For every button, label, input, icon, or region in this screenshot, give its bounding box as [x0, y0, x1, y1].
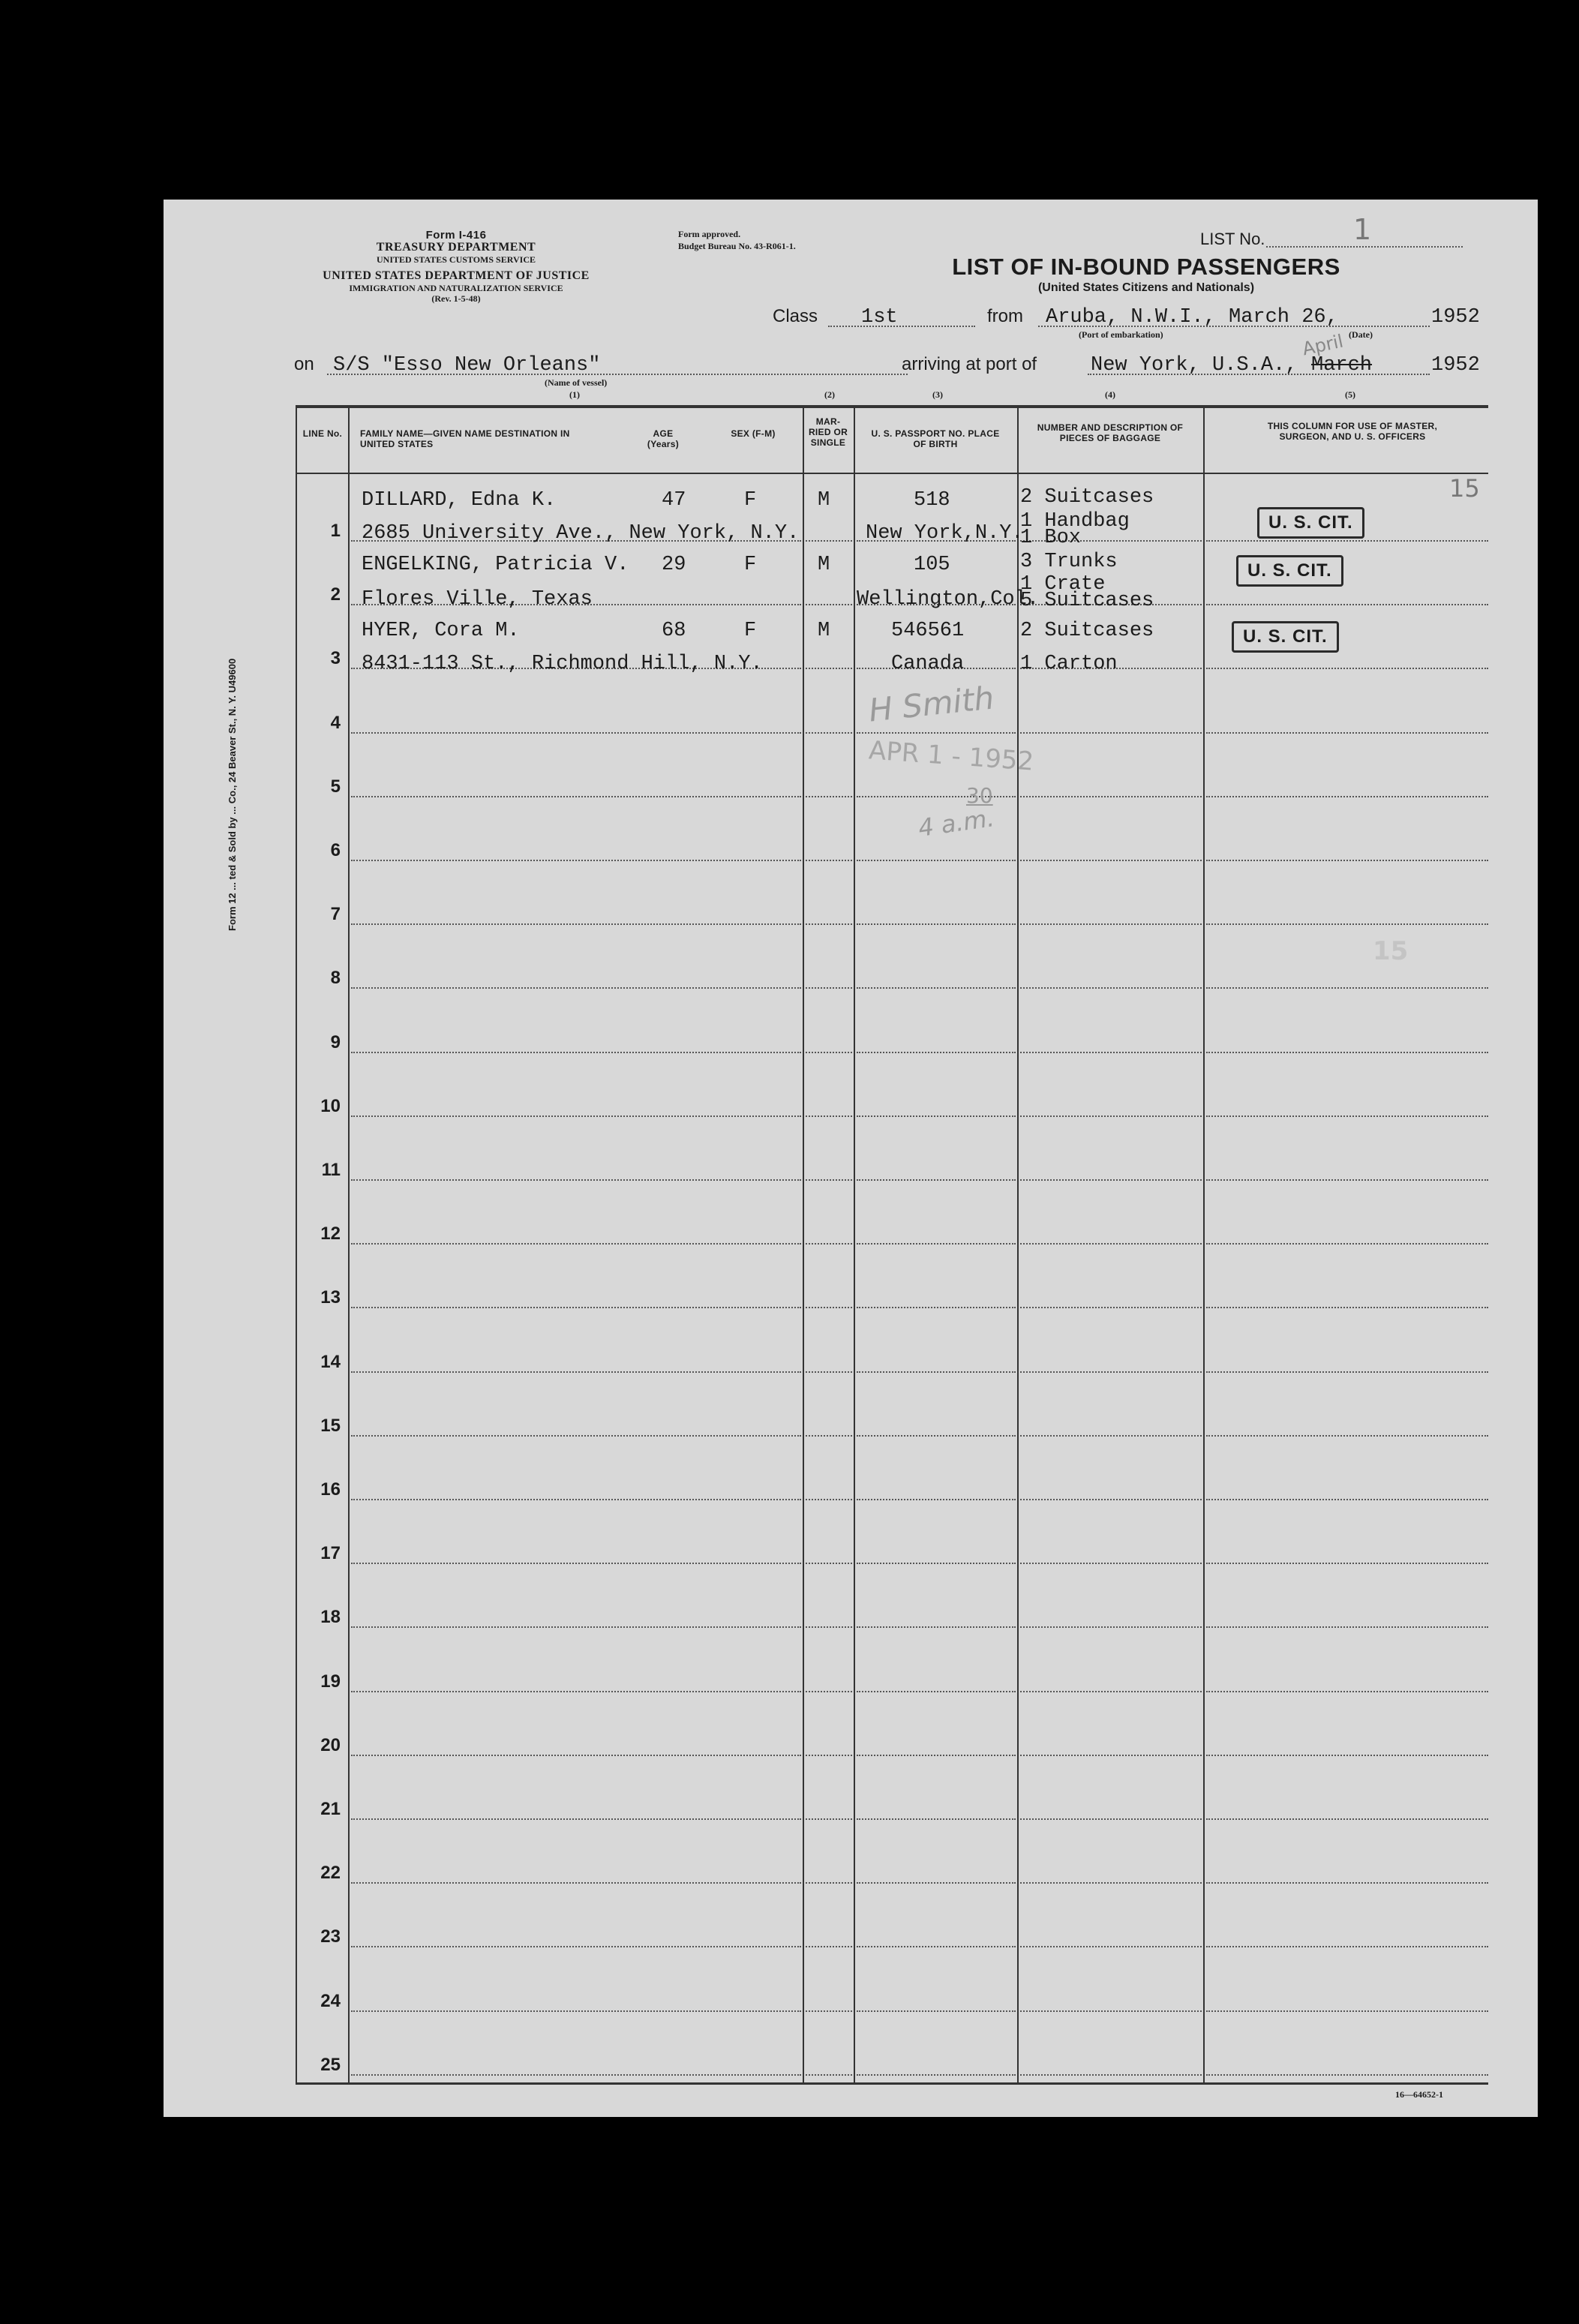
row-rule — [1020, 1115, 1202, 1117]
col-header-sex: SEX (F-M) — [731, 428, 776, 439]
line-number: 18 — [320, 1607, 341, 1628]
row-rule — [806, 1499, 852, 1500]
col-divider-baggage — [1203, 405, 1205, 2084]
row-rule — [857, 1307, 1016, 1308]
line-number: 3 — [330, 648, 341, 669]
line-number: 5 — [330, 776, 341, 797]
line-number: 11 — [321, 1160, 341, 1180]
row-rule — [1020, 796, 1202, 797]
passenger-2-baggage: 3 Trunks — [1020, 551, 1118, 573]
passenger-3-baggage: 1 Carton — [1020, 653, 1118, 675]
table-top-border — [296, 405, 1488, 408]
row-rule — [1020, 2010, 1202, 2012]
row-rule — [806, 1307, 852, 1308]
line-number: 12 — [320, 1224, 341, 1245]
line-number: 17 — [320, 1543, 341, 1564]
row-rule — [1020, 1691, 1202, 1692]
row-rule — [351, 1115, 801, 1117]
ins-service: IMMIGRATION AND NATURALIZATION SERVICE — [349, 283, 563, 293]
row-rule — [806, 1946, 852, 1947]
form-title: LIST OF IN-BOUND PASSENGERS — [952, 254, 1340, 280]
row-rule — [1206, 1946, 1488, 1947]
line-number: 14 — [320, 1351, 341, 1372]
row-rule — [1020, 1946, 1202, 1947]
line-number: 10 — [320, 1095, 341, 1116]
row-rule — [806, 1435, 852, 1437]
line-number: 16 — [320, 1479, 341, 1500]
row-rule — [857, 987, 1016, 989]
row-rule — [1020, 1626, 1202, 1628]
row-rule — [351, 1691, 801, 1692]
row-rule — [1020, 2074, 1202, 2076]
us-citizen-stamp: U. S. CIT. — [1232, 621, 1339, 653]
row-rule — [857, 1563, 1016, 1564]
class-value: 1st — [861, 306, 898, 329]
form-number: Form I-416 — [425, 229, 487, 242]
row-rule — [1206, 1435, 1488, 1437]
faint-mark: 15 — [1373, 936, 1409, 966]
col-header-passport: U. S. PASSPORT NO. PLACE OF BIRTH — [871, 428, 1000, 449]
row-rule — [1020, 1307, 1202, 1308]
line-number: 2 — [330, 584, 341, 605]
row-rule — [857, 1946, 1016, 1947]
row-rule — [806, 1371, 852, 1373]
passenger-1-destination: 2685 University Ave., New York, N.Y. — [362, 522, 800, 545]
row-rule — [806, 1691, 852, 1692]
passenger-1-baggage: 1 Box — [1020, 527, 1082, 549]
row-rule — [351, 1563, 801, 1564]
row-rule — [857, 2010, 1016, 2012]
form-approved: Form approved. — [678, 229, 741, 239]
line-number: 4 — [330, 712, 341, 733]
row-rule — [1206, 604, 1488, 605]
row-rule — [806, 860, 852, 861]
row-rule — [806, 604, 852, 605]
row-rule — [806, 668, 852, 669]
embark-port: Aruba, N.W.I., — [1046, 306, 1216, 329]
row-rule — [806, 732, 852, 734]
form-subtitle: (United States Citizens and Nationals) — [1037, 281, 1255, 294]
from-label: from — [987, 306, 1023, 326]
vessel-name: S/S "Esso New Orleans" — [333, 354, 601, 377]
colnum-5: (5) — [1345, 389, 1355, 400]
line-number: 19 — [320, 1671, 341, 1692]
row-rule — [1020, 1052, 1202, 1053]
passenger-2-baggage: 1 Crate — [1020, 573, 1106, 596]
line-number: 23 — [320, 1926, 341, 1947]
customs-service: UNITED STATES CUSTOMS SERVICE — [377, 254, 536, 265]
passenger-3-sex: F — [744, 620, 757, 642]
row-rule — [806, 1755, 852, 1756]
passenger-3-destination: 8431-113 St., Richmond Hill, N.Y. — [362, 653, 763, 675]
row-rule — [1206, 1371, 1488, 1373]
row-rule — [857, 1435, 1016, 1437]
row-rule — [1020, 1179, 1202, 1181]
arrival-date: March — [1311, 354, 1373, 377]
col-header-name: FAMILY NAME—GIVEN NAME DESTINATION IN UNITED STATES — [360, 428, 570, 449]
col-header-age: AGE (Years) — [647, 428, 680, 449]
row-rule — [1206, 1626, 1488, 1628]
list-no-label: LIST No. — [1200, 230, 1265, 248]
line-number: 25 — [320, 2054, 341, 2075]
row-rule — [351, 923, 801, 925]
us-citizen-stamp: U. S. CIT. — [1236, 555, 1343, 587]
justice-dept: UNITED STATES DEPARTMENT OF JUSTICE — [323, 269, 590, 282]
row-rule — [1206, 860, 1488, 861]
passenger-2-destination: Flores Ville, Texas — [362, 588, 593, 611]
row-rule — [1020, 1818, 1202, 1820]
inspection-date-stamp: APR 1 - 1952 — [867, 735, 1035, 777]
embark-date: March 26, — [1229, 306, 1338, 329]
table-bottom-border — [296, 2082, 1488, 2085]
passenger-1-age: 47 — [662, 489, 686, 512]
row-rule — [806, 796, 852, 797]
row-rule — [1206, 1179, 1488, 1181]
row-rule — [351, 987, 801, 989]
time-note: 4 a.m. — [916, 803, 996, 842]
row-rule — [857, 1371, 1016, 1373]
row-rule — [806, 1052, 852, 1053]
port-embark-caption: (Port of embarkation) — [1079, 329, 1163, 340]
row-rule — [1206, 2010, 1488, 2012]
line-number: 1 — [330, 521, 341, 541]
row-rule — [351, 732, 801, 734]
passenger-3-passport: 546561 — [891, 620, 965, 642]
passenger-3-age: 68 — [662, 620, 686, 642]
row-rule — [351, 1435, 801, 1437]
row-rule — [351, 1243, 801, 1245]
row-rule — [1206, 1052, 1488, 1053]
passenger-2-sex: F — [744, 554, 757, 576]
row-rule — [1206, 2074, 1488, 2076]
row-rule — [351, 1946, 801, 1947]
passenger-3-married: M — [818, 620, 830, 642]
table-left-border — [296, 405, 297, 2084]
row-rule — [1206, 1691, 1488, 1692]
row-rule — [1206, 796, 1488, 797]
row-rule — [806, 1115, 852, 1117]
row-rule — [806, 1563, 852, 1564]
passenger-1-married: M — [818, 489, 830, 512]
row-rule — [857, 1818, 1016, 1820]
row-rule — [857, 1499, 1016, 1500]
row-rule — [806, 1179, 852, 1181]
row-rule — [351, 1371, 801, 1373]
row-rule — [1206, 923, 1488, 925]
row-rule — [806, 2010, 852, 2012]
line-number: 21 — [320, 1799, 341, 1819]
on-label: on — [294, 354, 314, 374]
passenger-2-baggage: 5 Suitcases — [1020, 590, 1154, 612]
passenger-1-baggage: 1 Handbag — [1020, 510, 1130, 533]
row-rule — [857, 1179, 1016, 1181]
line-number: 13 — [320, 1287, 341, 1308]
row-rule — [1206, 540, 1488, 542]
line-number: 22 — [320, 1863, 341, 1884]
row-rule — [351, 1179, 801, 1181]
row-rule — [351, 796, 801, 797]
col-header-married: MAR-RIED OR SINGLE — [808, 416, 848, 448]
row-rule — [857, 2074, 1016, 2076]
line-number: 9 — [330, 1031, 341, 1052]
row-rule — [806, 1243, 852, 1245]
row-rule — [1020, 1882, 1202, 1884]
row-rule — [806, 1818, 852, 1820]
passenger-3-baggage: 2 Suitcases — [1020, 620, 1154, 642]
row-rule — [857, 732, 1016, 734]
printer-side-text: Form 12 ... ted & Sold by ... Co., 24 Beaver St., N. Y. U49600 — [227, 658, 238, 931]
arriving-label: arriving at port of — [902, 354, 1037, 374]
row-rule — [1020, 732, 1202, 734]
colnum-3: (3) — [932, 389, 943, 400]
passenger-1-passport: 518 — [914, 489, 950, 512]
arrival-date-correction: April — [1300, 330, 1346, 360]
row-rule — [806, 2074, 852, 2076]
class-label: Class — [773, 306, 818, 326]
row-rule — [1206, 1563, 1488, 1564]
colnum-1: (1) — [569, 389, 580, 400]
col-header-baggage: NUMBER AND DESCRIPTION OF PIECES OF BAGGAGE — [1037, 422, 1184, 443]
col-divider-passport — [1017, 405, 1019, 2084]
row-rule — [1206, 732, 1488, 734]
row-rule — [1206, 1243, 1488, 1245]
row-rule — [857, 1882, 1016, 1884]
row-rule — [1020, 1563, 1202, 1564]
arrival-port: New York, U.S.A., — [1091, 354, 1298, 377]
row-rule — [857, 1052, 1016, 1053]
row-rule — [1206, 1882, 1488, 1884]
embark-year: 1952 — [1431, 306, 1480, 329]
row-rule — [857, 1691, 1016, 1692]
line-number: 24 — [320, 1990, 341, 2011]
list-no-line — [1266, 246, 1463, 248]
class-line — [828, 326, 975, 327]
row-rule — [806, 987, 852, 989]
row-rule — [351, 2074, 801, 2076]
row-rule — [1020, 860, 1202, 861]
row-rule — [1020, 1499, 1202, 1500]
passenger-1-sex: F — [744, 489, 757, 512]
row-rule — [1020, 1243, 1202, 1245]
row-rule — [1206, 987, 1488, 989]
row-rule — [1206, 1115, 1488, 1117]
col-header-officers: THIS COLUMN FOR USE OF MASTER, SURGEON, AND U. S. OFFICERS — [1267, 421, 1438, 442]
row-rule — [806, 540, 852, 542]
row-rule — [1206, 1818, 1488, 1820]
list-no-value: 1 — [1353, 213, 1372, 246]
passenger-2-married: M — [818, 554, 830, 576]
passenger-1-baggage: 2 Suitcases — [1020, 486, 1154, 509]
header-bottom-border — [296, 473, 1488, 474]
treasury-dept: TREASURY DEPARTMENT — [376, 241, 536, 254]
vessel-caption: (Name of vessel) — [545, 377, 608, 388]
row-rule — [806, 923, 852, 925]
passenger-3-name: HYER, Cora M. — [362, 620, 520, 642]
row-rule — [806, 1626, 852, 1628]
row-rule — [1206, 668, 1488, 669]
line-number: 6 — [330, 840, 341, 860]
passenger-2-birthplace: Wellington,Col. — [857, 588, 1040, 611]
row-rule — [857, 1755, 1016, 1756]
inspector-signature: H Smith — [866, 679, 996, 729]
col-header-line: LINE No. — [302, 428, 343, 439]
passenger-2-passport: 105 — [914, 554, 950, 576]
row-rule — [351, 1882, 801, 1884]
line-number: 20 — [320, 1734, 341, 1755]
row-rule — [351, 1818, 801, 1820]
arrival-year: 1952 — [1431, 354, 1480, 377]
row-rule — [1020, 1755, 1202, 1756]
passenger-3-birthplace: Canada — [891, 653, 965, 675]
row-rule — [1206, 1307, 1488, 1308]
col-divider-line — [348, 405, 350, 2084]
form-footer-number: 16—64652-1 — [1395, 2089, 1443, 2100]
col-divider-married — [854, 405, 855, 2084]
col-divider-name — [803, 405, 804, 2084]
row-rule — [351, 1052, 801, 1053]
line-number: 7 — [330, 904, 341, 925]
budget-bureau: Budget Bureau No. 43-R061-1. — [678, 241, 796, 251]
row-rule — [1020, 1435, 1202, 1437]
row-rule — [1206, 1499, 1488, 1500]
row-rule — [857, 1626, 1016, 1628]
row-rule — [1020, 987, 1202, 989]
date-caption: (Date) — [1349, 329, 1373, 340]
us-citizen-stamp: U. S. CIT. — [1257, 507, 1364, 539]
form-sheet — [164, 200, 1538, 2117]
row-rule — [351, 1755, 801, 1756]
row-rule — [857, 923, 1016, 925]
colnum-4: (4) — [1105, 389, 1115, 400]
row-rule — [857, 1115, 1016, 1117]
passenger-1-name: DILLARD, Edna K. — [362, 489, 557, 512]
row-rule — [1206, 1755, 1488, 1756]
row-rule — [351, 1307, 801, 1308]
line-number: 15 — [320, 1415, 341, 1436]
row-rule — [351, 1626, 801, 1628]
row-rule — [1020, 1371, 1202, 1373]
row-rule — [857, 1243, 1016, 1245]
row-rule — [351, 2010, 801, 2012]
row-rule — [806, 1882, 852, 1884]
row-rule — [857, 860, 1016, 861]
revision-date: (Rev. 1-5-48) — [431, 293, 481, 304]
row-rule — [1020, 923, 1202, 925]
line-number: 8 — [330, 968, 341, 989]
passenger-2-age: 29 — [662, 554, 686, 576]
row-rule — [351, 1499, 801, 1500]
row-rule — [351, 860, 801, 861]
passenger-1-birthplace: New York,N.Y. — [866, 522, 1024, 545]
time-note-minutes: 30 — [966, 783, 993, 808]
colnum-2: (2) — [824, 389, 835, 400]
passenger-2-name: ENGELKING, Patricia V. — [362, 554, 629, 576]
corner-mark: 15 — [1449, 474, 1480, 503]
